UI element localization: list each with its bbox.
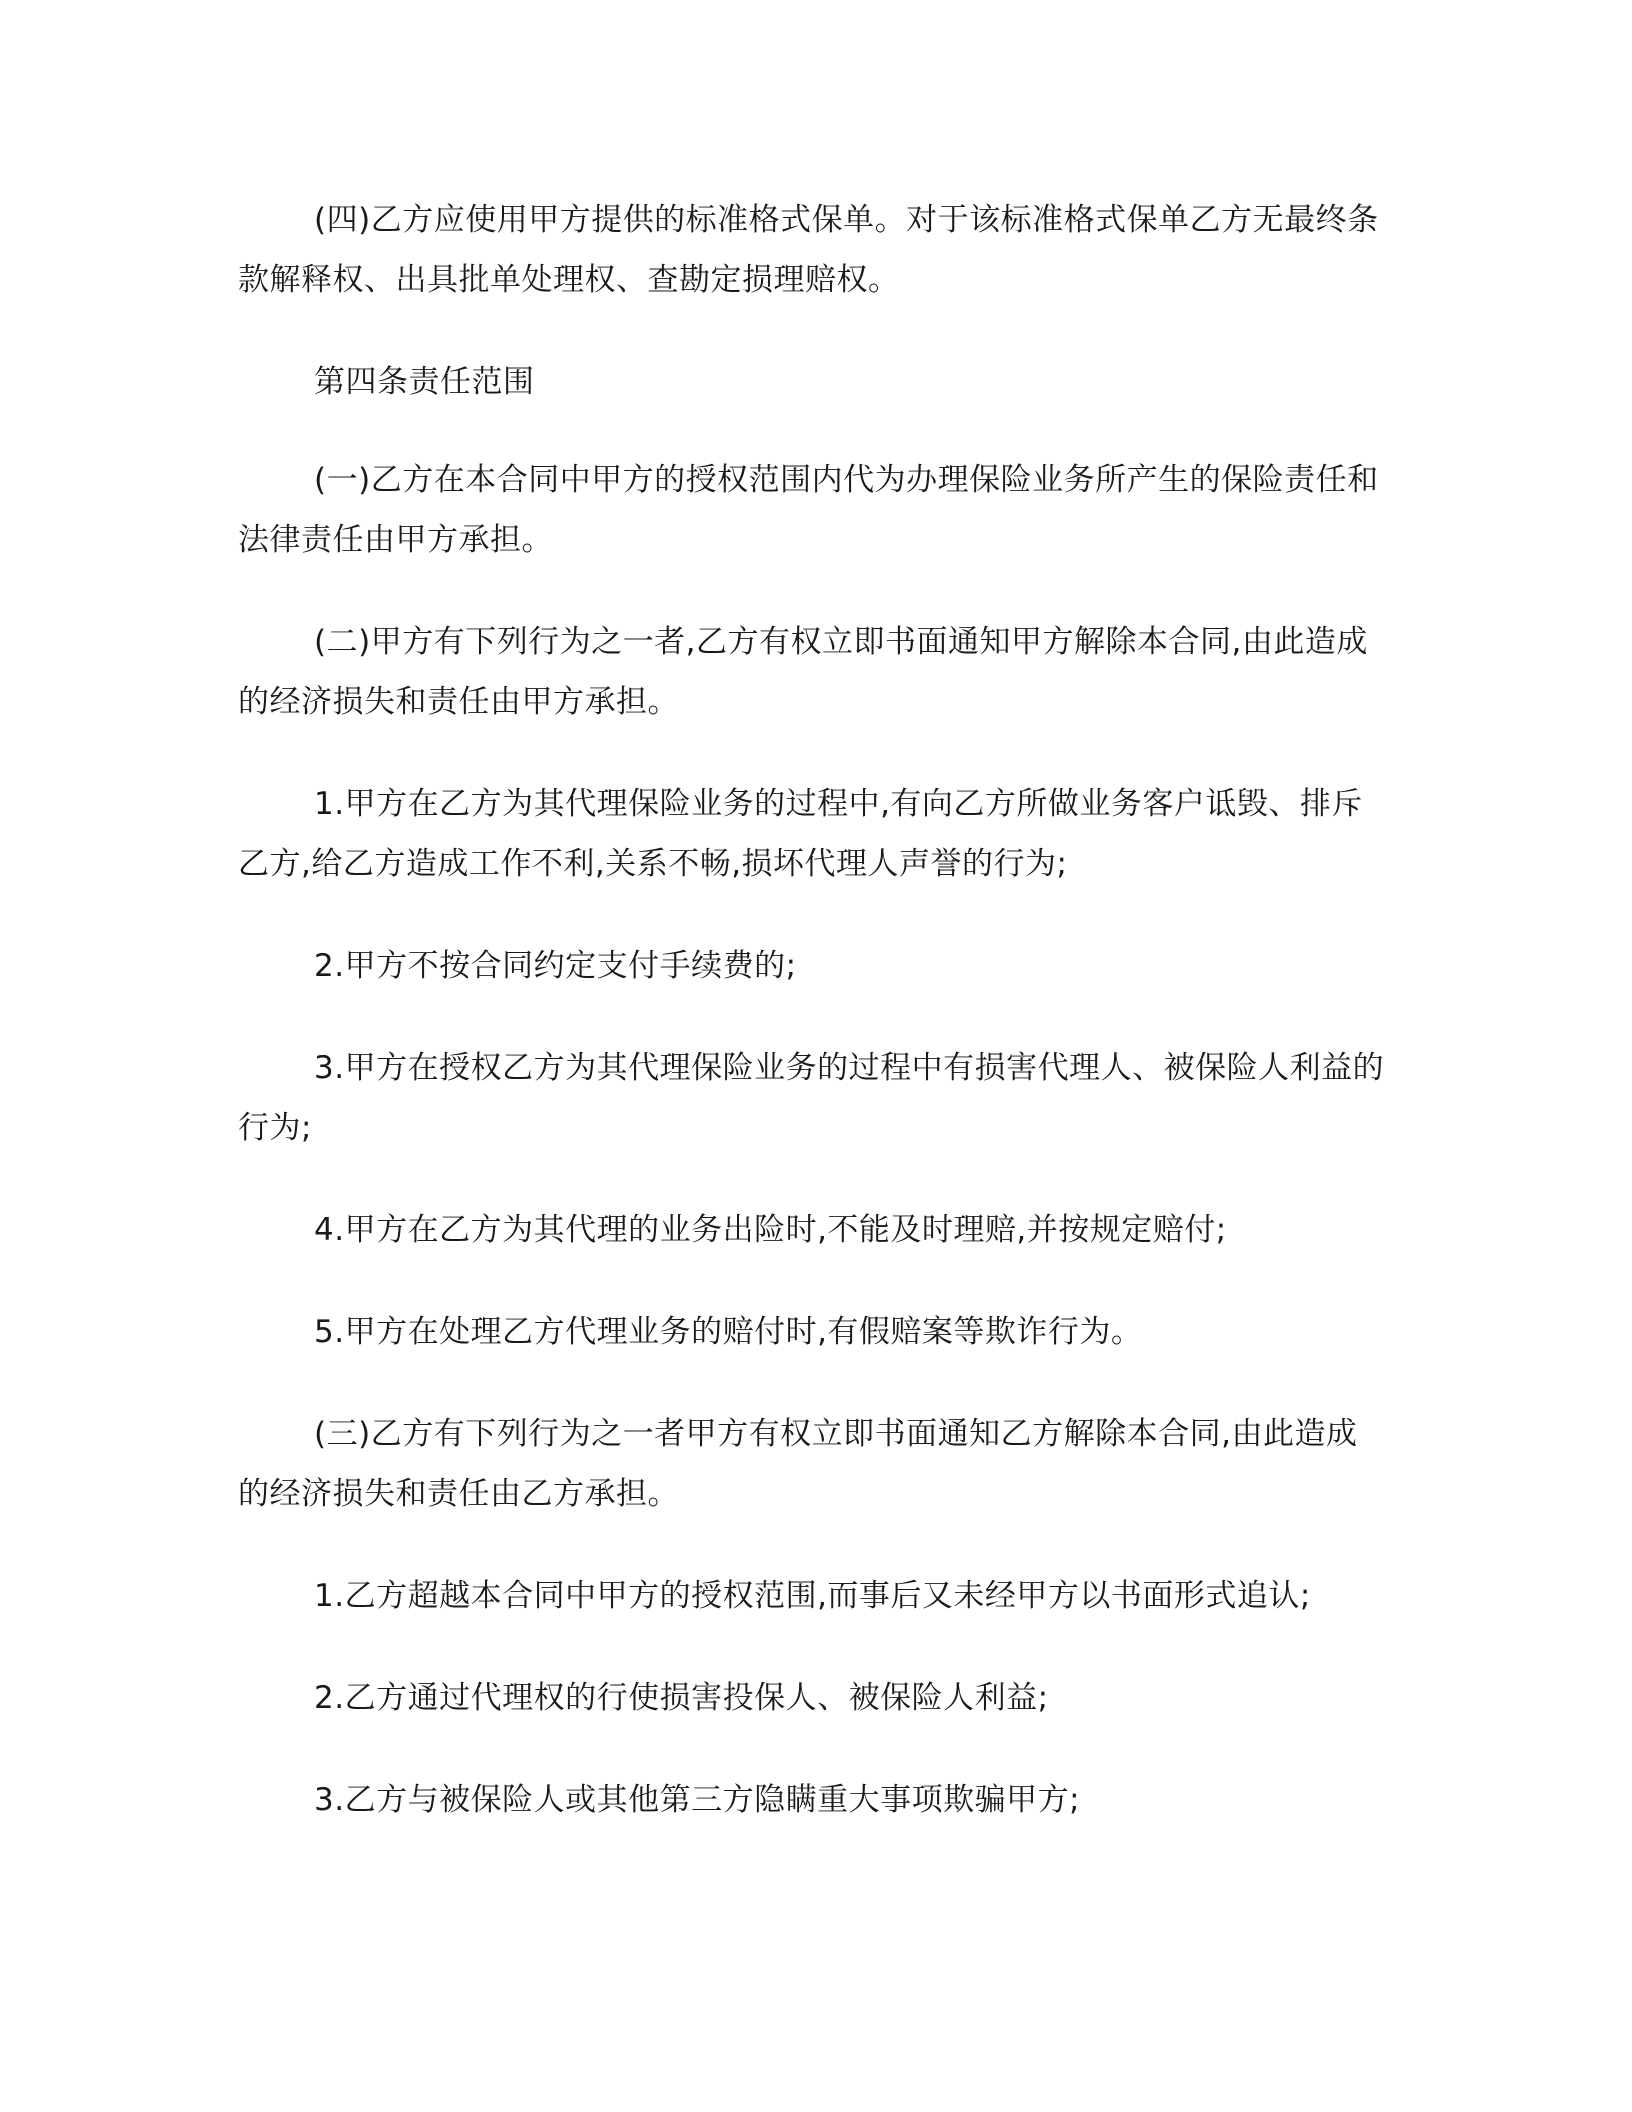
- list-item-party-a-4: 4.甲方在乙方为其代理的业务出险时,不能及时理赔,并按规定赔付;: [314, 1212, 1227, 1248]
- paragraph-clause-4-standard-policy: (四)乙方应使用甲方提供的标准格式保单。对于该标准格式保单乙方无最终条款解释权、出具批单处理权、查勘定损理赔权。: [238, 202, 1379, 298]
- list-item-party-a-5: 5.甲方在处理乙方代理业务的赔付时,有假赔案等欺诈行为。: [314, 1314, 1143, 1350]
- paragraph-liability-2: (二)甲方有下列行为之一者,乙方有权立即书面通知甲方解除本合同,由此造成的经济损失和责任由甲方承担。: [238, 624, 1368, 720]
- list-item-party-a-1: 1.甲方在乙方为其代理保险业务的过程中,有向乙方所做业务客户诋毁、排斥乙方,给乙方造成工作不利,关系不畅,损坏代理人声誉的行为;: [238, 786, 1363, 882]
- section-heading-article-4: 第四条责任范围: [314, 364, 535, 400]
- paragraph-liability-3: (三)乙方有下列行为之一者甲方有权立即书面通知乙方解除本合同,由此造成的经济损失和责任由乙方承担。: [238, 1416, 1358, 1512]
- paragraph-liability-1: (一)乙方在本合同中甲方的授权范围内代为办理保险业务所产生的保险责任和法律责任由甲方承担。: [238, 462, 1379, 558]
- document-body: [238, 190, 1388, 1872]
- list-item-party-a-3: 3.甲方在授权乙方为其代理保险业务的过程中有损害代理人、被保险人利益的行为;: [238, 1050, 1385, 1146]
- list-item-party-b-1: 1.乙方超越本合同中甲方的授权范围,而事后又未经甲方以书面形式追认;: [314, 1578, 1311, 1614]
- list-item-party-a-2: 2.甲方不按合同约定支付手续费的;: [314, 948, 797, 984]
- list-item-party-b-3: 3.乙方与被保险人或其他第三方隐瞒重大事项欺骗甲方;: [314, 1782, 1081, 1818]
- list-item-party-b-2: 2.乙方通过代理权的行使损害投保人、被保险人利益;: [314, 1680, 1049, 1716]
